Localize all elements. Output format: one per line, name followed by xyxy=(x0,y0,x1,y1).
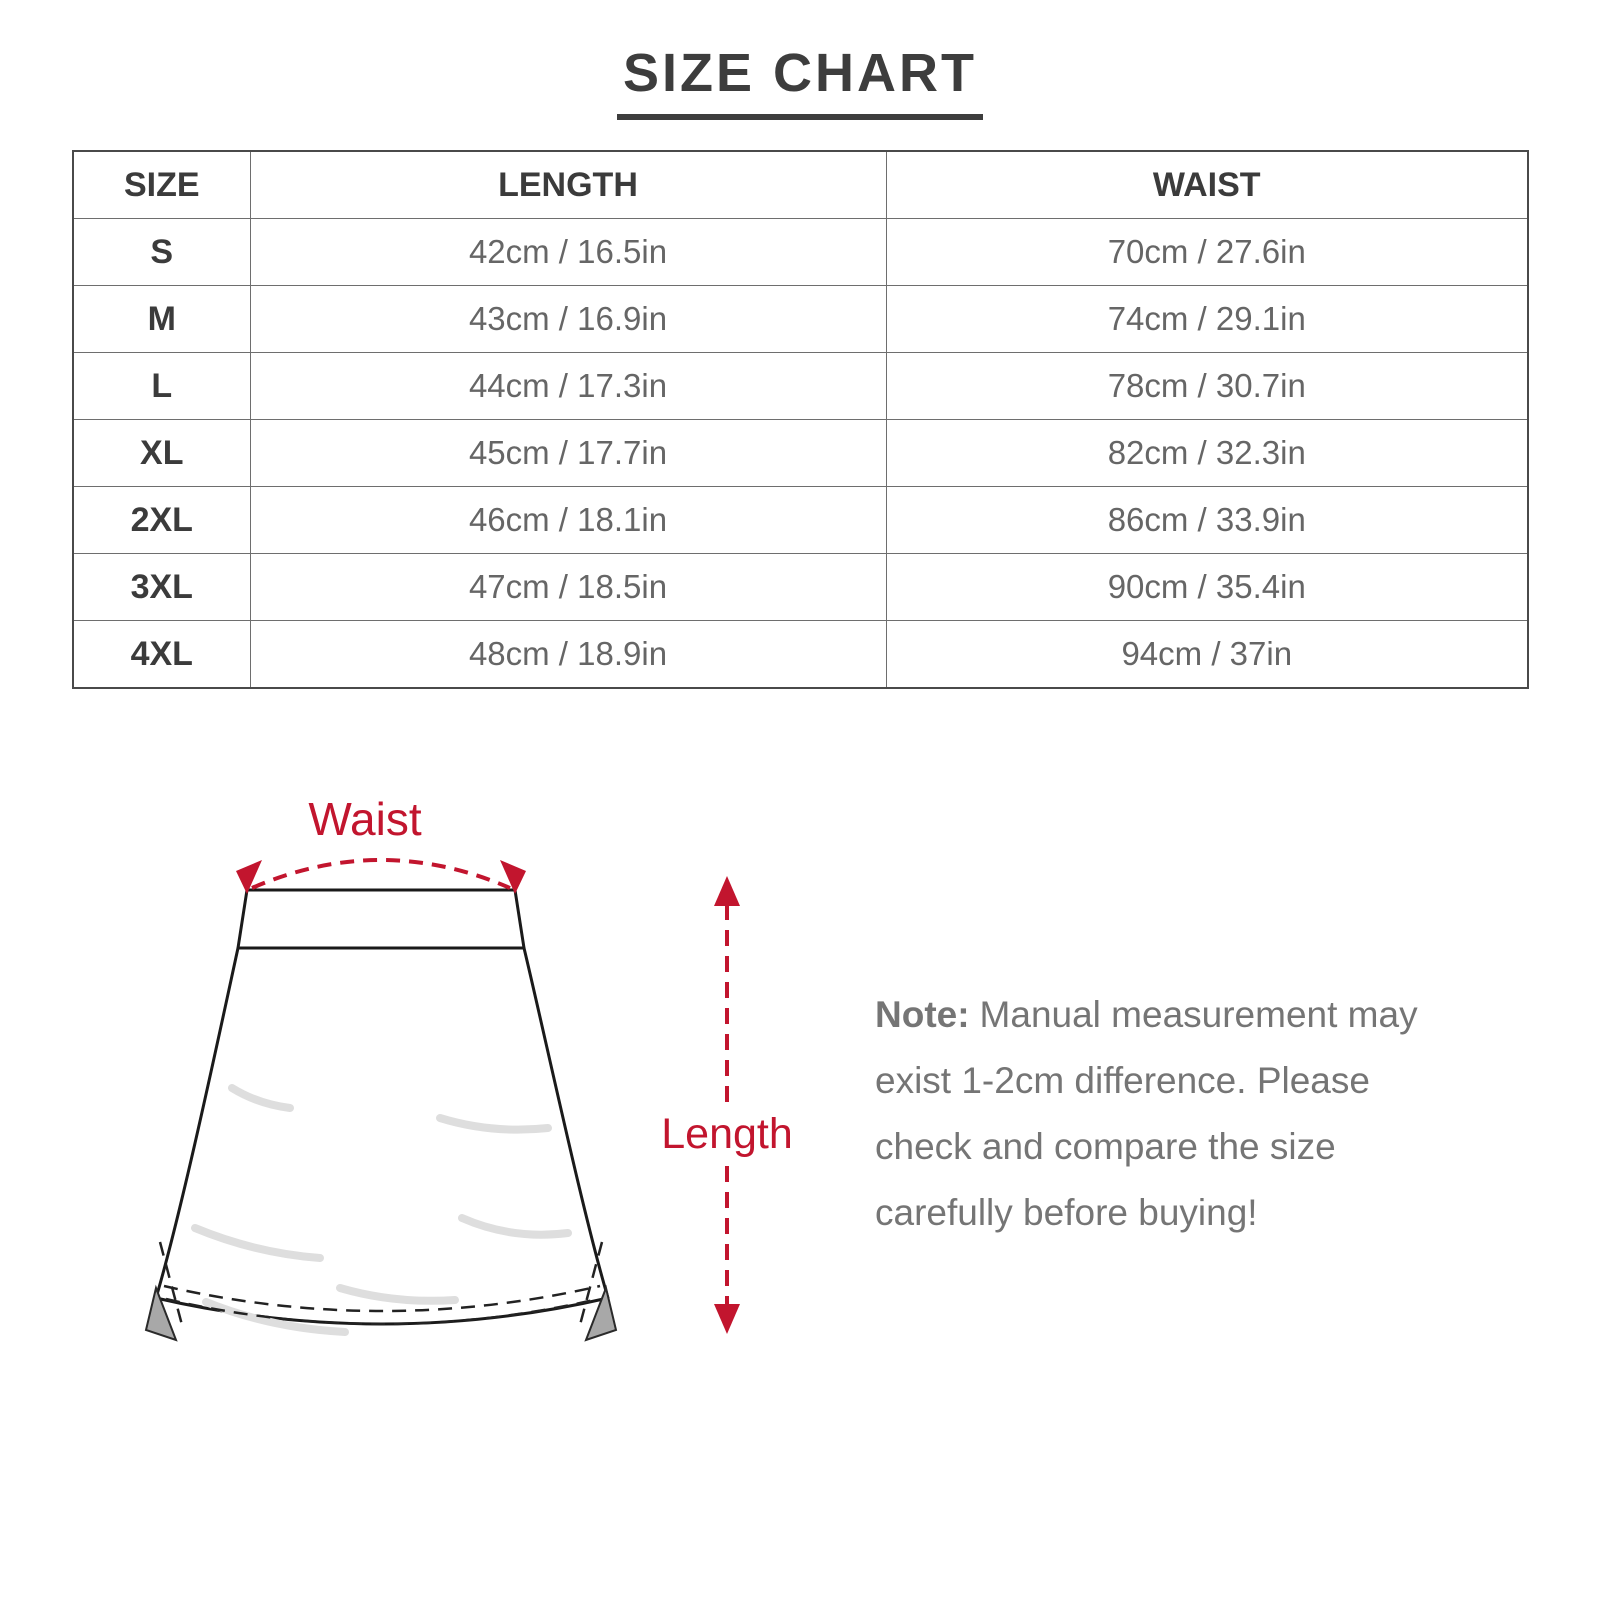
table-row xyxy=(73,286,1528,353)
page-title-text: SIZE CHART xyxy=(617,42,983,120)
length-value: 43cm / 16.9in xyxy=(250,286,886,353)
note-text: Manual measurement may exist 1-2cm difference. Please check and compare the size carefully before buying! xyxy=(875,994,1418,1233)
table-row xyxy=(73,219,1528,286)
size-value: 4XL xyxy=(73,621,250,689)
waist-value: 86cm / 33.9in xyxy=(886,487,1528,554)
table-row xyxy=(73,554,1528,621)
measurement-note xyxy=(875,982,1475,1246)
length-value: 48cm / 18.9in xyxy=(250,621,886,689)
size-value: 2XL xyxy=(73,487,250,554)
length-value: 47cm / 18.5in xyxy=(250,554,886,621)
size-value: XL xyxy=(73,420,250,487)
header-waist: WAIST xyxy=(886,151,1528,219)
table-row xyxy=(73,487,1528,554)
size-value: 3XL xyxy=(73,554,250,621)
length-arrowhead-bottom xyxy=(714,1304,740,1334)
size-table xyxy=(72,150,1529,689)
skirt-waistband-shape xyxy=(238,890,524,948)
skirt-illustration xyxy=(140,790,800,1370)
header-length: LENGTH xyxy=(250,151,886,219)
waist-label: Waist xyxy=(308,793,422,845)
skirt-measurement-diagram xyxy=(140,790,800,1370)
waist-value: 94cm / 37in xyxy=(886,621,1528,689)
waist-value: 70cm / 27.6in xyxy=(886,219,1528,286)
table-row xyxy=(73,621,1528,689)
length-label: Length xyxy=(661,1110,793,1158)
skirt-body-shape xyxy=(156,948,608,1324)
waist-measure-arc xyxy=(252,860,510,888)
waist-value: 78cm / 30.7in xyxy=(886,353,1528,420)
length-value: 42cm / 16.5in xyxy=(250,219,886,286)
length-value: 45cm / 17.7in xyxy=(250,420,886,487)
waist-value: 90cm / 35.4in xyxy=(886,554,1528,621)
table-row xyxy=(73,353,1528,420)
page-title xyxy=(0,42,1600,120)
size-value: L xyxy=(73,353,250,420)
size-value: S xyxy=(73,219,250,286)
waist-value: 74cm / 29.1in xyxy=(886,286,1528,353)
length-value: 44cm / 17.3in xyxy=(250,353,886,420)
note-prefix: Note: xyxy=(875,994,970,1035)
length-arrowhead-top xyxy=(714,876,740,906)
waist-value: 82cm / 32.3in xyxy=(886,420,1528,487)
table-row xyxy=(73,420,1528,487)
length-value: 46cm / 18.1in xyxy=(250,487,886,554)
header-size: SIZE xyxy=(73,151,250,219)
table-header-row xyxy=(73,151,1528,219)
size-value: M xyxy=(73,286,250,353)
